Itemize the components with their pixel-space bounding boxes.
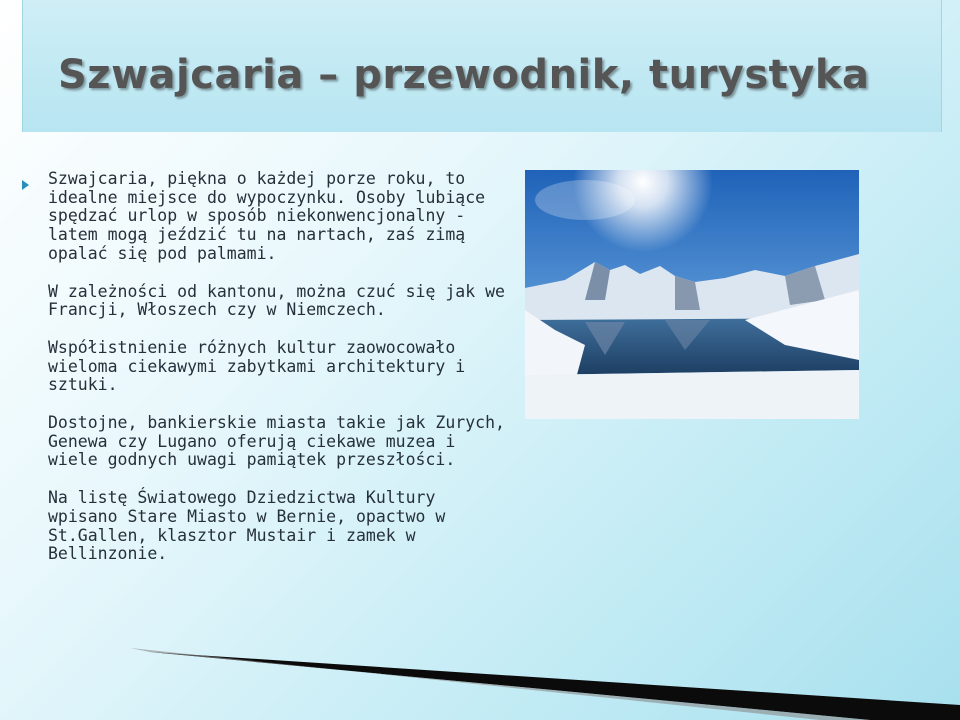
paragraph-intro: Szwajcaria, piękna o każdej porze roku, to idealne miejsce do wypoczynku. Osoby lubiące spędzać urlop w sposób niekonwencjonalny - latem mogą jeździć tu na nartach, zaś zimą opalać się pod palmami. — [48, 169, 486, 263]
paragraph-heritage: Na listę Światowego Dziedzictwa Kultury wpisano Stare Miasto w Bernie, opactwo w St.Gallen, klasztor Mustair i zamek w Bellinzonie. — [48, 488, 446, 564]
paragraph-cities: Dostojne, bankierskie miasta takie jak Zurych, Genewa czy Lugano oferują ciekawe muzea i wiele godnych uwagi pamiątek przeszłości. — [48, 413, 505, 470]
paragraph-cantons: W zależności od kantonu, można czuć się jak we Francji, Włoszech czy w Niemczech. — [48, 281, 505, 320]
slide-title: Szwajcaria – przewodnik, turystyka — [58, 52, 870, 98]
paragraph-cultures: Współistnienie różnych kultur zaowocowało wieloma ciekawymi zabytkami architektury i sztuki. — [48, 337, 466, 395]
